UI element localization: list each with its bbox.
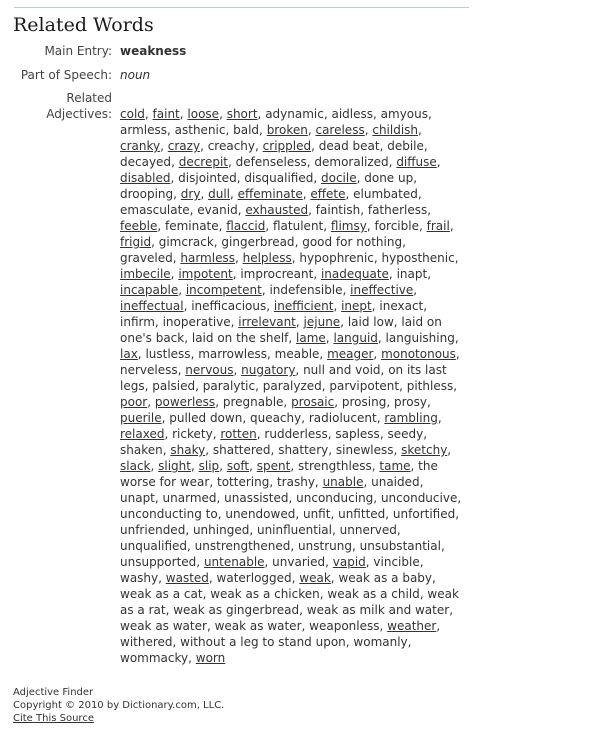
adjective-link[interactable]: weather	[387, 619, 437, 633]
adjective-link[interactable]: poor	[120, 395, 148, 409]
adjective-link[interactable]: broken	[266, 123, 308, 137]
adjective-text: laid on one's back	[120, 315, 442, 345]
adjective-text: strengthless	[297, 459, 372, 473]
adjective-text: rudderless	[264, 427, 328, 441]
adjective-link[interactable]: decrepit	[178, 155, 229, 169]
adjective-text: good for nothing	[302, 235, 403, 249]
adjective-text: unconducive	[380, 491, 458, 505]
adjective-text: paralytic	[202, 379, 256, 393]
adjective-text: uninfluential	[256, 523, 332, 537]
adjective-text: pulled down	[169, 411, 243, 425]
adjective-text: meable	[274, 347, 320, 361]
adjective-text: unendowed	[225, 507, 296, 521]
adjective-text: unarmed	[162, 491, 217, 505]
adjective-text: adynamic	[265, 107, 324, 121]
adjective-text: unaided	[371, 475, 420, 489]
adjective-link[interactable]: shaky	[170, 443, 206, 457]
adjective-text: marrowless	[198, 347, 268, 361]
adjective-link[interactable]: slack	[120, 459, 151, 473]
adjective-text: aidless	[331, 107, 374, 121]
adjective-text: weak as a rat	[120, 587, 459, 617]
part-of-speech-value: noun	[120, 68, 151, 82]
footer	[13, 686, 224, 725]
adjective-text: bald	[233, 123, 260, 137]
adjective-text: feminate	[164, 219, 219, 233]
adjective-text: evanid	[197, 203, 238, 217]
adjective-text: flatulent	[273, 219, 324, 233]
adjective-text: weak as a baby	[338, 571, 433, 585]
adjective-text: womanly	[353, 635, 408, 649]
adjective-text: gingerbread	[221, 235, 295, 249]
adjective-text: the worse for wear	[120, 459, 438, 489]
adjective-text: forcible	[374, 219, 419, 233]
adjective-link[interactable]: faint	[152, 107, 180, 121]
adjective-link[interactable]: powerless	[154, 395, 216, 409]
adjective-link[interactable]: flimsy	[330, 219, 367, 233]
adjective-link[interactable]: soft	[226, 459, 250, 473]
adjective-text: defenseless	[235, 155, 307, 169]
adjective-text: waterlogged	[216, 571, 292, 585]
adjective-text: gimcrack	[158, 235, 214, 249]
adjective-link[interactable]: ineffective	[350, 283, 414, 297]
adjective-text: weak as gingerbread	[173, 603, 300, 617]
adjective-link[interactable]: harmless	[180, 251, 235, 265]
adjective-text: nerveless	[120, 363, 178, 377]
adjective-text: unsupported	[120, 555, 197, 569]
adjective-link[interactable]: tame	[379, 459, 411, 473]
adjective-link[interactable]: cold	[120, 107, 145, 121]
adjective-link[interactable]: docile	[320, 171, 357, 185]
adjective-text: fatherless	[367, 203, 428, 217]
adjective-text: prosing	[341, 395, 387, 409]
adjective-text: elumbated	[353, 187, 418, 201]
top-divider	[14, 7, 469, 8]
adjective-text: hyposthenic	[381, 251, 455, 265]
adjective-text: seedy	[387, 427, 424, 441]
adjective-text: radiolucent	[308, 411, 377, 425]
adjective-link[interactable]: exhausted	[245, 203, 309, 217]
adjective-link[interactable]: childish	[372, 123, 419, 137]
adjective-text: weak as milk and water	[306, 603, 450, 617]
adjective-text: unvaried	[272, 555, 326, 569]
adjective-text: unsubstantial	[359, 539, 441, 553]
adjective-text: amyous	[380, 107, 428, 121]
adjective-link[interactable]: diffuse	[396, 155, 437, 169]
adjective-text: prosy	[393, 395, 427, 409]
adjective-text: paralyzed	[262, 379, 322, 393]
adjective-link[interactable]: wasted	[165, 571, 209, 585]
main-entry-value: weakness	[120, 44, 187, 58]
adjective-text: creachy	[207, 139, 256, 153]
related-label-line2: Adjectives:	[46, 107, 112, 121]
adjective-text: sapless	[335, 427, 380, 441]
adjective-text: unconducing	[296, 491, 374, 505]
adjective-link[interactable]: prosaic	[291, 395, 335, 409]
adjective-text: weak as a chicken	[210, 587, 320, 601]
adjective-text: armless	[120, 123, 167, 137]
adjective-text: asthenic	[174, 123, 226, 137]
adjective-text: improcreant	[240, 267, 314, 281]
adjective-link[interactable]: nervous	[185, 363, 234, 377]
related-adjectives-label	[0, 90, 112, 122]
adjective-link[interactable]: weak	[299, 571, 331, 585]
adjective-text: unassisted	[224, 491, 289, 505]
related-label-line1: Related	[66, 91, 112, 105]
adjective-link[interactable]: monotonous	[381, 347, 456, 361]
adjective-text: infirm	[120, 315, 155, 329]
adjective-text: dead beat	[318, 139, 380, 153]
adjective-text: null and void	[303, 363, 381, 377]
adjective-text: hypophrenic	[299, 251, 374, 265]
adjective-text: faintish	[315, 203, 361, 217]
adjective-text: weak as a child	[327, 587, 420, 601]
adjective-link[interactable]: unable	[322, 475, 364, 489]
adjective-text: vincible	[373, 555, 420, 569]
adjective-text: disqualified	[244, 171, 314, 185]
adjective-link[interactable]: helpless	[242, 251, 292, 265]
adjective-link[interactable]: inept	[341, 299, 372, 313]
adjective-link[interactable]: frail	[426, 219, 450, 233]
adjective-link[interactable]: nugatory	[241, 363, 296, 377]
adjective-text: wommacky	[120, 651, 189, 665]
adjective-text: inoperative	[162, 315, 231, 329]
source-name: Adjective Finder	[13, 687, 94, 698]
adjective-text: washy	[120, 571, 159, 585]
adjective-text: unqualified	[120, 539, 188, 553]
adjective-text: shattered	[212, 443, 271, 457]
adjective-text: trashy	[276, 475, 315, 489]
adjective-text: unstrung	[298, 539, 352, 553]
adjective-text: queachy	[249, 411, 302, 425]
adjective-link[interactable]: lax	[120, 347, 138, 361]
adjective-link[interactable]: rotten	[220, 427, 257, 441]
adjective-text: on its last legs	[120, 363, 447, 393]
adjective-text: done up	[364, 171, 414, 185]
adjective-link[interactable]: cranky	[120, 139, 161, 153]
adjective-link[interactable]: impotent	[178, 267, 233, 281]
cite-this-source-link[interactable]: Cite This Source	[13, 713, 94, 724]
adjective-link[interactable]: puerile	[120, 411, 162, 425]
copyright-text: Copyright © 2010 by Dictionary.com, LLC.	[13, 700, 225, 711]
part-of-speech-label: Part of Speech:	[20, 68, 112, 82]
page-title: Related Words	[13, 14, 154, 36]
adjective-text: inexact	[379, 299, 424, 313]
adjective-text: graveled	[120, 251, 173, 265]
adjective-link[interactable]: frigid	[120, 235, 152, 249]
adjective-text: weak as a cat	[120, 587, 203, 601]
adjective-text: unfortified	[392, 507, 456, 521]
adjective-link[interactable]: spent	[256, 459, 291, 473]
adjective-link[interactable]: imbecile	[120, 267, 171, 281]
adjective-link[interactable]: lame	[296, 331, 326, 345]
adjective-link[interactable]: crippled	[262, 139, 312, 153]
adjective-link[interactable]: rambling	[384, 411, 438, 425]
adjective-link[interactable]: disabled	[120, 171, 171, 185]
adjective-link[interactable]: loose	[187, 107, 220, 121]
adjective-list: cold, faint, loose, short, adynamic, aidless, amyous, armless, asthenic, bald, broken, careless, childish, cranky, crazy, creachy, crippled, dead beat, debile, decayed, decrepit, defenseless, demoralized, diffuse, disabled, disjointed, disqualified, docile, done up, drooping, dry, dull, effeminate, effete, elumbated, emasculate, evanid, exhausted, faintish, fatherless, feeble, feminate, flaccid, flatulent, flimsy, forcible, frail, frigid, gimcrack, gingerbread, good for nothing, graveled, harmless, helpless, hypophrenic, hyposthenic, imbecile, impotent, improcreant, inadequate, inapt, incapable, incompetent, indefensible, ineffective, ineffectual, inefficacious, inefficient, inept, inexact, infirm, inoperative, irrelevant, jejune, laid low, laid on one's back, laid on the shelf, lame, languid, languishing, lax, lustless, marrowless, meable, meager, monotonous, nerveless, nervous, nugatory, null and void, on its last legs, palsied, paralytic, paralyzed, parvipotent, pithless, poor, powerless, pregnable, prosaic, prosing, prosy, puerile, pulled down, queachy, radiolucent, rambling, relaxed, rickety, rotten, rudderless, sapless, seedy, shaken, shaky, shattered, shattery, sinewless, sketchy, slack, slight, slip, soft, spent, strengthless, tame, the worse for wear, tottering, trashy, unable, unaided, unapt, unarmed, unassisted, unconducing, unconducive, unconducting to, unendowed, unfit, unfitted, unfortified, unfriended, unhinged, uninfluential, unnerved, unqualified, unstrengthened, unstrung, unsubstantial, unsupported, untenable, unvaried, vapid, vincible, washy, wasted, waterlogged, weak, weak as a baby, weak as a cat, weak as a chicken, weak as a child, weak as a rat, weak as gingerbread, weak as milk and water, weak as water, weak as water, weaponless, weather, withered, without a leg to stand upon, womanly, wommacky, worn	[120, 107, 462, 665]
adjective-text: weaponless	[309, 619, 380, 633]
adjective-link[interactable]: feeble	[120, 219, 158, 233]
adjective-text: emasculate	[120, 203, 190, 217]
adjective-text: indefensible	[269, 283, 343, 297]
adjective-link[interactable]: sketchy	[401, 443, 448, 457]
adjective-link[interactable]: relaxed	[120, 427, 165, 441]
adjective-link[interactable]: careless	[315, 123, 365, 137]
adjective-link[interactable]: slip	[198, 459, 220, 473]
adjective-text: debile	[387, 139, 424, 153]
adjective-text: weak as water	[120, 619, 207, 633]
adjective-link[interactable]: ineffectual	[120, 299, 184, 313]
adjective-text: unfitted	[338, 507, 386, 521]
adjective-text: without a leg to stand upon	[180, 635, 346, 649]
adjective-link[interactable]: crazy	[167, 139, 201, 153]
adjective-text: withered	[120, 635, 173, 649]
adjective-link[interactable]: incapable	[120, 283, 179, 297]
adjective-text: unstrengthened	[194, 539, 291, 553]
adjective-link[interactable]: untenable	[203, 555, 265, 569]
adjective-text: demoralized	[314, 155, 389, 169]
adjective-link[interactable]: jejune	[303, 315, 341, 329]
adjective-text: laid on the shelf	[191, 331, 289, 345]
main-entry-label: Main Entry:	[44, 44, 112, 58]
adjective-text: shaken	[120, 443, 163, 457]
adjective-link[interactable]: flaccid	[226, 219, 266, 233]
adjective-text: parvipotent	[329, 379, 400, 393]
adjective-link[interactable]: languid	[333, 331, 378, 345]
adjective-link[interactable]: vapid	[332, 555, 366, 569]
adjective-text: inefficacious	[191, 299, 267, 313]
adjective-text: unnerved	[339, 523, 397, 537]
adjective-text: unfriended	[120, 523, 186, 537]
adjective-text: laid low	[347, 315, 394, 329]
adjective-text: pregnable	[222, 395, 284, 409]
adjective-link[interactable]: inadequate	[320, 267, 389, 281]
adjective-text: shattery	[278, 443, 329, 457]
adjective-text: sinewless	[335, 443, 394, 457]
adjective-link[interactable]: slight	[158, 459, 191, 473]
adjective-text: languishing	[385, 331, 455, 345]
adjective-text: unapt	[120, 491, 155, 505]
adjective-link[interactable]: inefficient	[273, 299, 334, 313]
adjective-link[interactable]: effete	[310, 187, 346, 201]
adjective-text: inapt	[396, 267, 428, 281]
adjective-text: palsied	[152, 379, 196, 393]
adjective-link[interactable]: dry	[180, 187, 201, 201]
adjective-link[interactable]: dull	[208, 187, 230, 201]
adjective-text: unhinged	[192, 523, 250, 537]
adjective-link[interactable]: meager	[327, 347, 374, 361]
adjective-link[interactable]: worn	[195, 651, 226, 665]
adjective-link[interactable]: irrelevant	[238, 315, 296, 329]
adjective-link[interactable]: effeminate	[237, 187, 303, 201]
adjective-link[interactable]: incompetent	[185, 283, 262, 297]
adjective-text: decayed	[120, 155, 172, 169]
adjective-text: lustless	[145, 347, 191, 361]
adjective-text: rickety	[172, 427, 213, 441]
adjective-text: unconducting to	[120, 507, 218, 521]
adjective-text: weak as water	[214, 619, 302, 633]
adjective-text: drooping	[120, 187, 174, 201]
adjective-text: tottering	[216, 475, 270, 489]
adjective-text: unfit	[302, 507, 331, 521]
adjective-text: pithless	[406, 379, 454, 393]
adjective-link[interactable]: short	[226, 107, 258, 121]
adjective-text: disjointed	[178, 171, 237, 185]
